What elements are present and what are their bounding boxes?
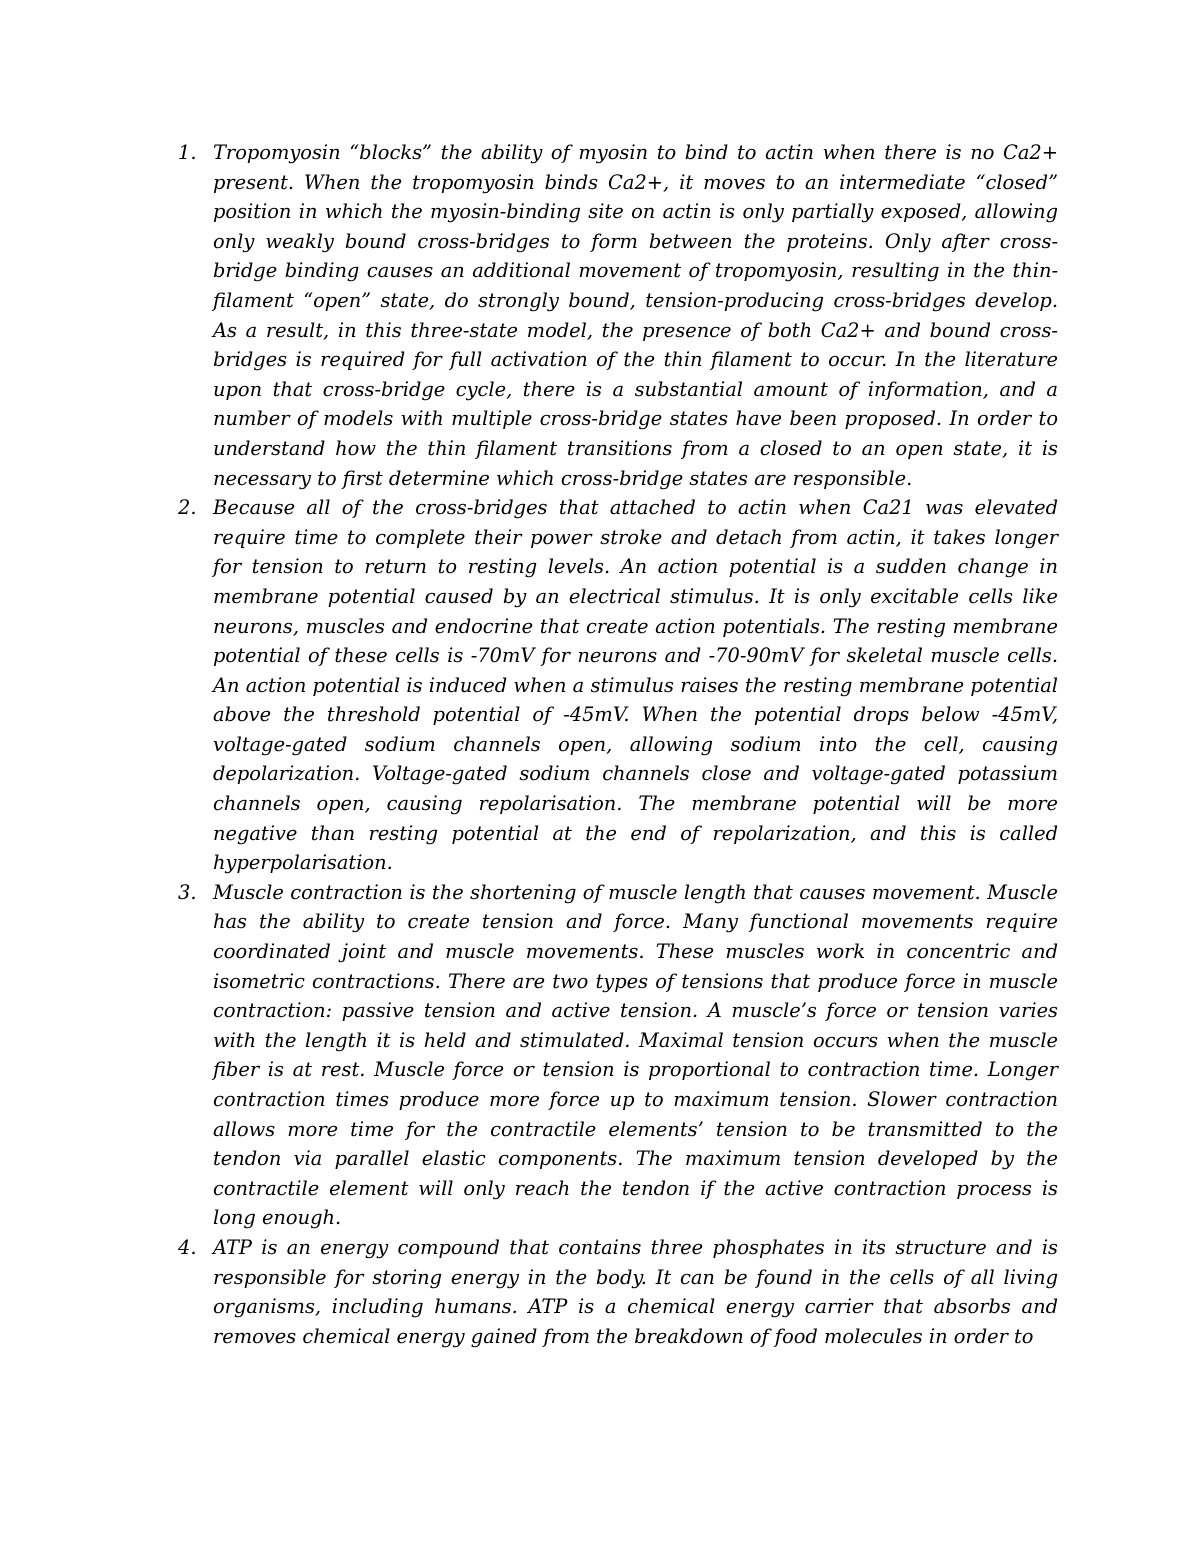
list-item-number: 2. bbox=[178, 496, 197, 520]
list-item-1 bbox=[168, 138, 1058, 493]
list-item-number: 1. bbox=[178, 141, 197, 164]
list-item-4 bbox=[168, 1233, 1058, 1351]
list-item-2 bbox=[168, 493, 1058, 878]
list-item-3 bbox=[168, 878, 1058, 1233]
numbered-list bbox=[168, 138, 1058, 1351]
list-item-text: ATP is an energy compound that contains three phosphates in its structure and is responsible for storing energy in the body. It can be found in the cells of all living organisms, including humans. ATP is a chemical energy carrier that absorbs and removes chemical energy gained from the breakdown of food molecules in order to bbox=[213, 1235, 1058, 1348]
list-item-number: 4. bbox=[178, 1235, 197, 1259]
list-item-number: 3. bbox=[178, 880, 197, 904]
list-item-text: Muscle contraction is the shortening of muscle length that causes movement. Muscle has the ability to create tension and force. Many functional movements require coordinated joint and muscle movements. These muscles work in concentric and isometric contractions. There are two types of tensions that produce force in muscle contraction: passive tension and active tension. A muscle’s force or tension varies with the length it is held and stimulated. Maximal tension occurs when the muscle fiber is at rest. Muscle force or tension is proportional to contraction time. Longer contraction times produce more force up to maximum tension. Slower contraction allows more time for the contractile elements’ tension to be transmitted to the tendon via parallel elastic components. The maximum tension developed by the contractile element will only reach the tendon if the active contraction process is long enough. bbox=[213, 880, 1058, 1230]
list-item-text: Tropomyosin “blocks” the ability of myosin to bind to actin when there is no Ca2+ present. When the tropomyosin binds Ca2+, it moves to an intermediate “closed” position in which the myosin-binding site on actin is only partially exposed, allowing only weakly bound cross-bridges to form between the proteins. Only after cross-bridge binding causes an additional movement of tropomyosin, resulting in the thin-filament “open” state, do strongly bound, tension-producing cross-bridges develop. As a result, in this three-state model, the presence of both Ca2+ and bound cross-bridges is required for full activation of the thin filament to occur. In the literature upon that cross-bridge cycle, there is a substantial amount of information, and a number of models with multiple cross-bridge states have been proposed. In order to understand how the thin filament transitions from a closed to an open state, it is necessary to first determine which cross-bridge states are responsible. bbox=[213, 141, 1058, 490]
list-item-text: Because all of the cross-bridges that attached to actin when Ca21 was elevated require time to complete their power stroke and detach from actin, it takes longer for tension to return to resting levels. An action potential is a sudden change in membrane potential caused by an electrical stimulus. It is only excitable cells like neurons, muscles and endocrine that create action potentials. The resting membrane potential of these cells is -70mV for neurons and -70-90mV for skeletal muscle cells. An action potential is induced when a stimulus raises the resting membrane potential above the threshold potential of -45mV. When the potential drops below -45mV, voltage-gated sodium channels open, allowing sodium into the cell, causing depolarization. Voltage-gated sodium channels close and voltage-gated potassium channels open, causing repolarisation. The membrane potential will be more negative than resting potential at the end of repolarization, and this is called hyperpolarisation. bbox=[213, 496, 1058, 875]
